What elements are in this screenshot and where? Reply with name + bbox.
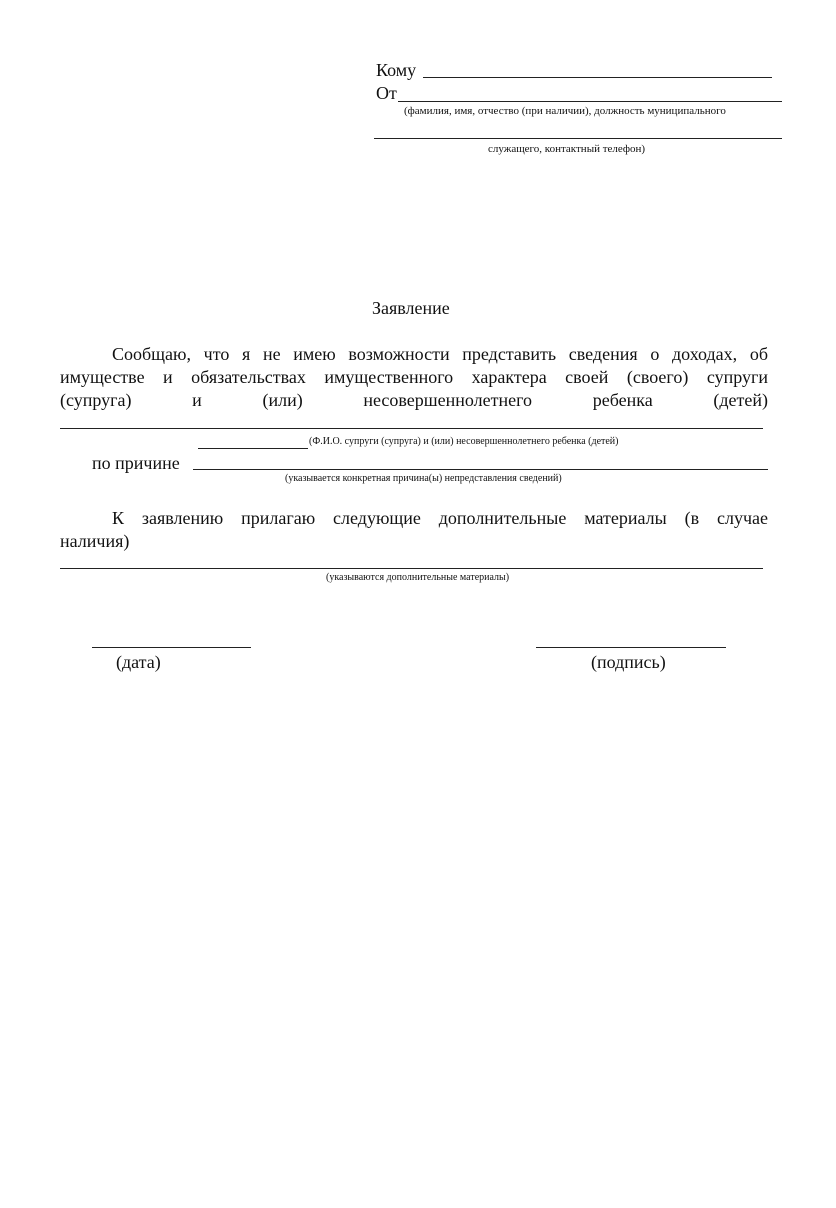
date-field-line[interactable] [92, 647, 251, 648]
document-title: Заявление [372, 298, 450, 318]
reason-hint: (указывается конкретная причина(ы) непредставления сведений) [285, 473, 562, 484]
paragraph2-line1: К заявлению прилагаю следующие дополнительные материалы (в случае [112, 508, 768, 528]
date-label: (дата) [116, 652, 161, 672]
materials-field-line[interactable] [60, 568, 763, 569]
paragraph2-line2: наличия) [60, 531, 130, 551]
paragraph1-line3: (супруга) и (или) несовершеннолетнего ребенка (детей) [60, 390, 768, 410]
from-label: От [376, 83, 397, 103]
from-field-line-2[interactable] [374, 138, 782, 139]
materials-hint: (указываются дополнительные материалы) [326, 572, 510, 583]
from-hint-line1: (фамилия, имя, отчество (при наличии), должность муниципального [404, 105, 726, 117]
from-field-line[interactable] [398, 101, 782, 102]
from-hint-line2: служащего, контактный телефон) [488, 143, 646, 155]
paragraph1-line1: Сообщаю, что я не имею возможности представить сведения о доходах, об [112, 344, 768, 364]
signature-label: (подпись) [591, 652, 666, 672]
paragraph1-line2: имуществе и обязательствах имущественного характера своей (своего) супруги [60, 367, 768, 387]
signature-field-line[interactable] [536, 647, 726, 648]
fio-field-line-short[interactable] [198, 448, 308, 449]
to-field-line[interactable] [423, 77, 772, 78]
fio-hint: (Ф.И.О. супруги (супруга) и (или) несовершеннолетнего ребенка (детей) [309, 436, 619, 447]
reason-label: по причине [92, 453, 180, 473]
fio-field-line[interactable] [60, 428, 763, 429]
to-label: Кому [376, 60, 417, 80]
reason-field-line[interactable] [193, 469, 768, 470]
